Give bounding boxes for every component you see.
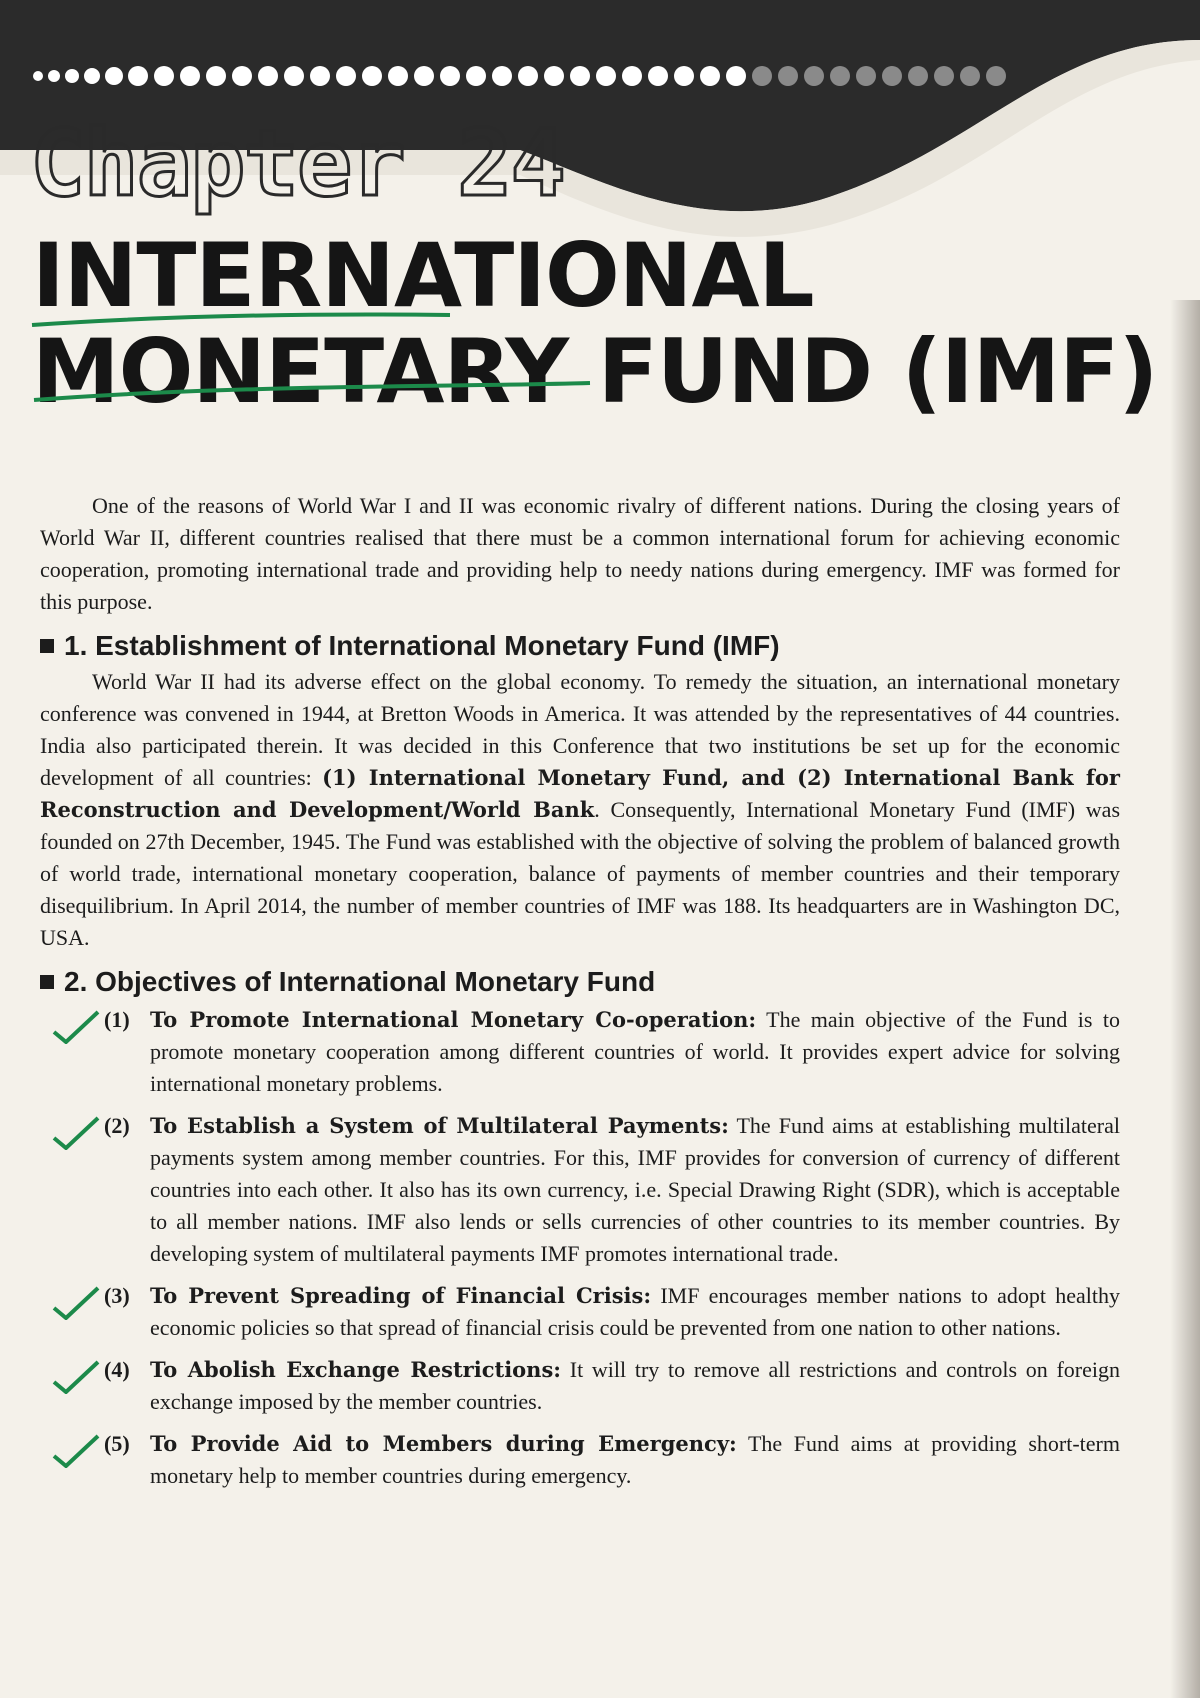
- intro-paragraph: One of the reasons of World War I and II was economic rivalry of different nations. During the closing years of World War II, different countries realised that there must be a common international forum for achieving economic cooperation, promoting international trade and providing help to needy nations during emergency. IMF was formed for this purpose.: [40, 493, 1120, 614]
- green-tick-icon: [52, 1360, 100, 1394]
- green-tick-icon: [52, 1434, 100, 1468]
- institutions-names: (1) International Monetary Fund, and (2) International Bank for Reconstruction and Development/World Bank: [40, 765, 1120, 822]
- section-2-heading-text: 2. Objectives of International Monetary Fund: [64, 966, 656, 997]
- objective-item: [104, 1428, 1120, 1492]
- bullet-square-icon: [40, 639, 54, 653]
- objective-number: (5): [104, 1431, 130, 1456]
- objective-text: The main objective of the Fund is to promote monetary cooperation among different countries of world. It provides expert advice for solving international monetary problems.: [150, 1007, 1120, 1096]
- objective-number: (2): [104, 1113, 130, 1138]
- chapter-number: Chapter 24: [30, 110, 564, 217]
- section-1-paragraph: [40, 666, 1120, 954]
- objective-heading: To Provide Aid to Members during Emergency:: [150, 1431, 737, 1456]
- objective-number: (4): [104, 1357, 130, 1382]
- objective-heading: To Establish a System of Multilateral Payments:: [150, 1113, 729, 1138]
- green-tick-icon: [52, 1010, 100, 1044]
- green-tick-icon: [52, 1286, 100, 1320]
- objective-heading: To Prevent Spreading of Financial Crisis:: [150, 1283, 652, 1308]
- green-tick-icon: [52, 1116, 100, 1150]
- objective-heading: To Abolish Exchange Restrictions:: [150, 1357, 562, 1382]
- title-line-1: INTERNATIONAL: [32, 224, 814, 327]
- objective-number: (1): [104, 1007, 130, 1032]
- section-1-text-part-2: . Consequently, International Monetary Fund (IMF) was founded on 27th December, 1945. The Fund was established with the objective of solving the problem of balanced growth of world trade, international monetary cooperation, balance of payments of member countries and their temporary disequilibrium. In April 2014, the number of member countries of IMF was 188. Its headquarters are in Washington DC, USA.: [40, 797, 1121, 950]
- green-title-underlines: [30, 305, 1130, 415]
- objective-text: The Fund aims at establishing multilateral payments system among member countries. For this, IMF provides for conversion of currency of different countries into each other. It also has its own currency, i.e. Special Drawing Right (SDR), which is acceptable to all member nations. IMF also lends or sells currencies of other countries to its member countries. By developing system of multilateral payments IMF promotes international trade.: [150, 1113, 1120, 1266]
- objective-item: [104, 1280, 1120, 1344]
- section-2-heading: [40, 966, 1120, 998]
- objective-item: [104, 1004, 1120, 1100]
- bullet-square-icon: [40, 975, 54, 989]
- objective-item: [104, 1110, 1120, 1270]
- page-edge-shadow: [1170, 300, 1200, 1698]
- decorative-dots: [30, 60, 1030, 90]
- objective-text: The Fund aims at providing short-term monetary help to member countries during emergency.: [150, 1431, 1120, 1488]
- objective-heading: To Promote International Monetary Co-operation:: [150, 1007, 757, 1032]
- objective-text: IMF encourages member nations to adopt healthy economic policies so that spread of financial crisis could be prevented from one nation to other nations.: [150, 1283, 1120, 1340]
- title-line-2: MONETARY FUND (IMF): [32, 320, 1158, 423]
- objective-text: It will try to remove all restrictions and controls on foreign exchange imposed by the member countries.: [150, 1357, 1120, 1414]
- section-1-heading: [40, 630, 1120, 662]
- objectives-list: [40, 1004, 1120, 1492]
- objective-item: [104, 1354, 1120, 1418]
- section-1-heading-text: 1. Establishment of International Monetary Fund (IMF): [64, 630, 780, 661]
- objective-number: (3): [104, 1283, 130, 1308]
- chapter-content: [40, 490, 1120, 1502]
- section-1-text-part-1: World War II had its adverse effect on the global economy. To remedy the situation, an international monetary conference was convened in 1944, at Bretton Woods in America. It was attended by the representatives of 44 countries. India also participated therein. It was decided in this Conference that two institutions be set up for the economic development of all countries:: [40, 669, 1120, 790]
